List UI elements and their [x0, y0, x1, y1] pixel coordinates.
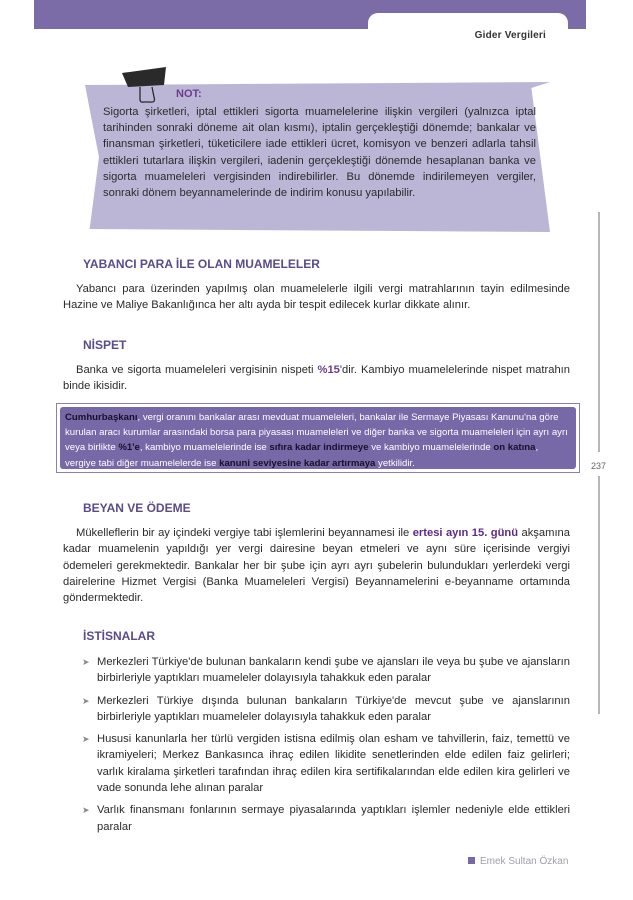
side-rule-bottom [598, 476, 600, 714]
para-nispet [63, 362, 570, 395]
nispet-rate: %15 [317, 364, 340, 376]
info-bold-2: %1'e [118, 442, 140, 454]
info-box-content [60, 407, 576, 469]
nispet-text-1: Banka ve sigorta muameleleri vergisinin nispeti [76, 364, 318, 376]
arrow-bullet-icon: ➤ [82, 805, 90, 816]
info-box [56, 403, 580, 473]
info-bold-1: Cumhurbaşkanı [65, 412, 138, 423]
info-text-1: , vergi oranını bankalar arası mevduat muameleleri, bankalar ile Sermaye Piyasası Kanunu'na göre kurulan aracı kurumlar arasındaki borsa para piyasası muameleleri ve diğer banka ve sigorta muameleleri için ayrı ayrı veya birlikte [65, 412, 568, 454]
binder-clip-icon [122, 67, 168, 105]
square-icon [468, 857, 475, 864]
info-text-4: , vergiye tabi diğer muamelelerde ise [65, 442, 539, 469]
beyan-text-2: akşamına kadar muamelenin yapıldığı yer vergi dairesine beyan etmeleri ve aynı süre içerisinde vergiyi ödemeleri gerekmektedir. Bankalar her bir şube için ayrı ayrı şubelerin bulundukları yerlerdeki vergi dairelerine Hizmet Vergisi (Banka Muameleleri Vergisi) Beyannamelerini e-beyanname ortamında göndermektedir. [63, 527, 570, 605]
arrow-bullet-icon: ➤ [82, 695, 90, 706]
footer-author [468, 856, 568, 867]
list-item-text: Varlık finansmanı fonlarının sermaye piyasalarında yaptıkları işlemler nedeniyle elde ettikleri paralar [97, 804, 570, 833]
exemptions-list [82, 654, 570, 841]
info-bold-3: sıfıra kadar indirmeye [269, 442, 369, 454]
list-item [82, 731, 570, 796]
note-text: Sigorta şirketleri, iptal ettikleri sigorta muamelelerine ilişkin vergileri (yalnızca iptal tarihinden sonraki döneme ait olan kısmı), iptalin gerçekleştiği dönemde; bankalar ve finansman şirketleri, tüketicilere iade ettikleri ücret, komisyon ve benzeri adlarla tahsil ettikleri tutarlara ilişkin vergileri, iadenin gerçekleştiği dönemde hesaplanan banka ve sigorta muameleleri vergisinden indirebilirler. Bu dönemde indirilemeyen vergiler, sonraki dönem beyannamelerinde de indirim konusu yapılabilir. [103, 106, 536, 200]
beyan-text-1: Mükelleflerin bir ay içindeki vergiye tabi işlemlerini beyannamesi ile [76, 527, 413, 539]
section-title-yabanci: YABANCI PARA İLE OLAN MUAMELELER [83, 257, 320, 271]
list-item [82, 654, 570, 687]
arrow-bullet-icon: ➤ [82, 657, 90, 667]
chapter-title: Gider Vergileri [474, 30, 546, 41]
author-name: Emek Sultan Özkan [480, 856, 569, 867]
info-text-5: yetkilidir. [375, 457, 415, 469]
beyan-deadline: ertesi ayın 15. günü [412, 527, 519, 539]
list-item-text: Merkezleri Türkiye'de bulunan bankaların kendi şube ve ajansları ile veya bu şube ve ajansların birbirleriyle yaptıkları muameleler dolayısıyla tahakkuk eden paralar [97, 656, 570, 685]
nispet-text-2: 'dir. Kambiyo muamelelerinde nispet matrahın binde ikisidir. [63, 364, 570, 393]
side-rule-top [598, 212, 600, 452]
para-beyan [63, 525, 570, 606]
note-title: NOT: [176, 88, 202, 100]
info-bold-5: kanuni seviyesine kadar artırmaya [219, 457, 376, 469]
section-title-istisnalar: İSTİSNALAR [83, 629, 155, 643]
info-text-2: , kambiyo muamelelerinde ise [139, 442, 270, 454]
header-tab [368, 13, 568, 41]
para-yabanci: Yabancı para üzerinden yapılmış olan muamelelerle ilgili vergi matrahlarının tayin edilmesinde Hazine ve Maliye Bakanlığınca her altı ayda bir tespit edilecek kurlar dikkate alınır. [63, 283, 570, 312]
section-title-beyan: BEYAN VE ÖDEME [83, 501, 191, 515]
section-title-nispet: NİSPET [83, 338, 127, 352]
arrow-bullet-icon: ➤ [82, 734, 90, 745]
list-item [82, 693, 570, 726]
list-item [82, 802, 570, 835]
list-item-text: Merkezleri Türkiye dışında bulunan bankaların Türkiye'de mevcut şube ve ajanslarının birbirleriyle yaptıkları muameleler dolayısıyla tahakkuk eden paralar [97, 694, 570, 723]
list-item-text: Hususi kanunlarla her türlü vergiden istisna edilmiş olan esham ve tahvillerin, faiz, temettü ve ikramiyeleri; Merkez Bankasınca ihraç edilen likidite senetlerinden elde edilen faiz gelirleri; varlık kiralama şirketleri tarafından ihraç edilen kira sertifikalarından elde edilen kira gelirleri ve vade sonunda lehe alınan paralar [97, 733, 570, 795]
page-number: 237 [591, 461, 607, 471]
info-text-3: ve kambiyo muamelelerinde [368, 442, 494, 454]
info-bold-4: on katına [493, 442, 536, 454]
